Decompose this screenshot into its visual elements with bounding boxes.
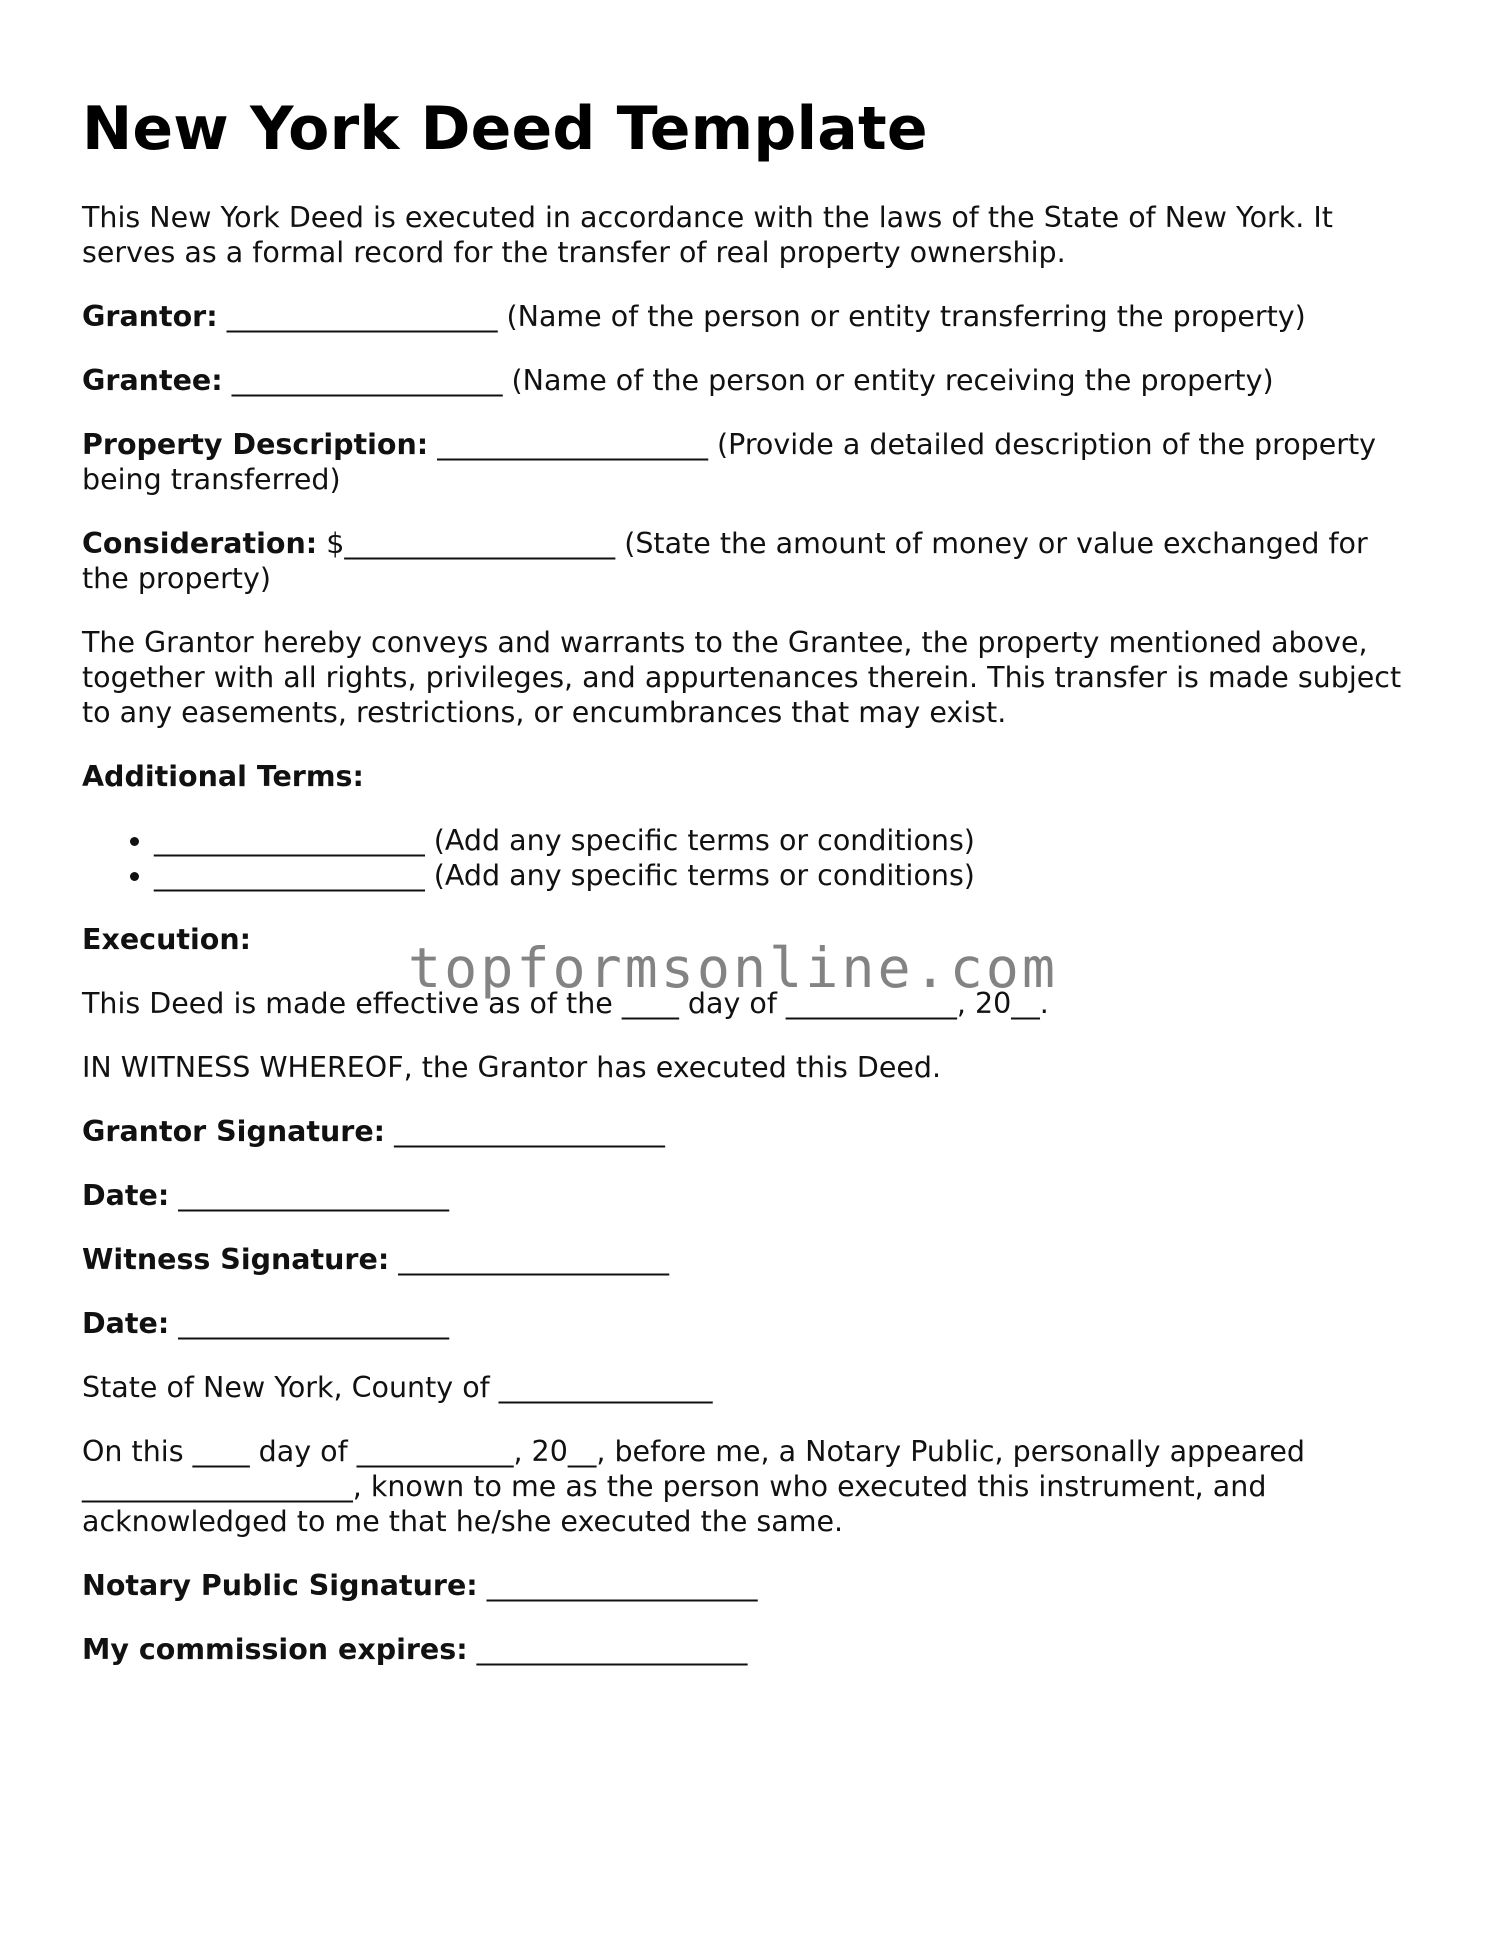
list-item: • ___________________ (Add any specific terms or conditions): [154, 858, 1412, 893]
date-label: Date:: [82, 1307, 170, 1340]
notary-signature-label: Notary Public Signature:: [82, 1569, 478, 1602]
consideration-label: Consideration:: [82, 527, 318, 560]
date-field: [82, 1178, 1412, 1213]
notary-signature-field: [82, 1568, 1412, 1603]
date-blank: ___________________: [169, 1179, 450, 1212]
witness-signature-field: [82, 1242, 1412, 1277]
grantor-label: Grantor:: [82, 300, 218, 333]
commission-expires-field: [82, 1632, 1412, 1667]
acknowledgment-paragraph: On this ____ day of ___________, 20__, before me, a Notary Public, personally appeared ___________________, known to me as the person who executed this instrument, and acknowledged to me that he/she executed the same.: [82, 1435, 1305, 1538]
property-description-blank: ___________________ (Provide a detailed description of the property being transferred): [82, 428, 1377, 496]
witness-signature-blank: ___________________: [389, 1243, 670, 1276]
property-description-field: [82, 427, 1412, 497]
effective-date-line: This Deed is made effective as of the ____ day of ____________, 20__.: [82, 987, 1049, 1020]
property-description-label: Property Description:: [82, 428, 429, 461]
grantor-signature-label: Grantor Signature:: [82, 1115, 386, 1148]
date-blank: ___________________: [169, 1307, 450, 1340]
page-title: New York Deed Template: [82, 94, 928, 164]
grantee-field: [82, 363, 1412, 398]
consideration-blank: $___________________ (State the amount of money or value exchanged for the property): [82, 527, 1368, 595]
grantor-signature-field: [82, 1114, 1412, 1149]
list-item: • ___________________ (Add any specific terms or conditions): [154, 823, 1412, 858]
deed-document: [82, 96, 1412, 1696]
grantor-field: [82, 299, 1412, 334]
witness-signature-label: Witness Signature:: [82, 1243, 390, 1276]
notary-signature-blank: ___________________: [477, 1569, 758, 1602]
grantor-blank: ___________________ (Name of the person or entity transferring the property): [217, 300, 1306, 333]
witness-whereof-line: IN WITNESS WHEREOF, the Grantor has executed this Deed.: [82, 1051, 942, 1084]
conveyance-paragraph: The Grantor hereby conveys and warrants to the Grantee, the property mentioned above, together with all rights, privileges, and appurtenances therein. This transfer is made subject to any easements, restrictions, or encumbrances that may exist.: [82, 626, 1402, 729]
execution-heading: Execution:: [82, 923, 252, 956]
grantee-blank: ___________________ (Name of the person or entity receiving the property): [222, 364, 1274, 397]
additional-terms-list: [82, 823, 1412, 893]
county-line: State of New York, County of _______________: [82, 1371, 713, 1404]
watermark: topformsonline.com: [408, 936, 1059, 1000]
grantee-label: Grantee:: [82, 364, 223, 397]
consideration-field: [82, 526, 1412, 596]
additional-terms-heading: Additional Terms:: [82, 760, 364, 793]
commission-expires-blank: ___________________: [467, 1633, 748, 1666]
date-label: Date:: [82, 1179, 170, 1212]
commission-expires-label: My commission expires:: [82, 1633, 468, 1666]
witness-date-field: [82, 1306, 1412, 1341]
grantor-signature-blank: ___________________: [385, 1115, 665, 1148]
intro-paragraph: This New York Deed is executed in accordance with the laws of the State of New York. It serves as a formal record for the transfer of real property ownership.: [82, 201, 1333, 269]
